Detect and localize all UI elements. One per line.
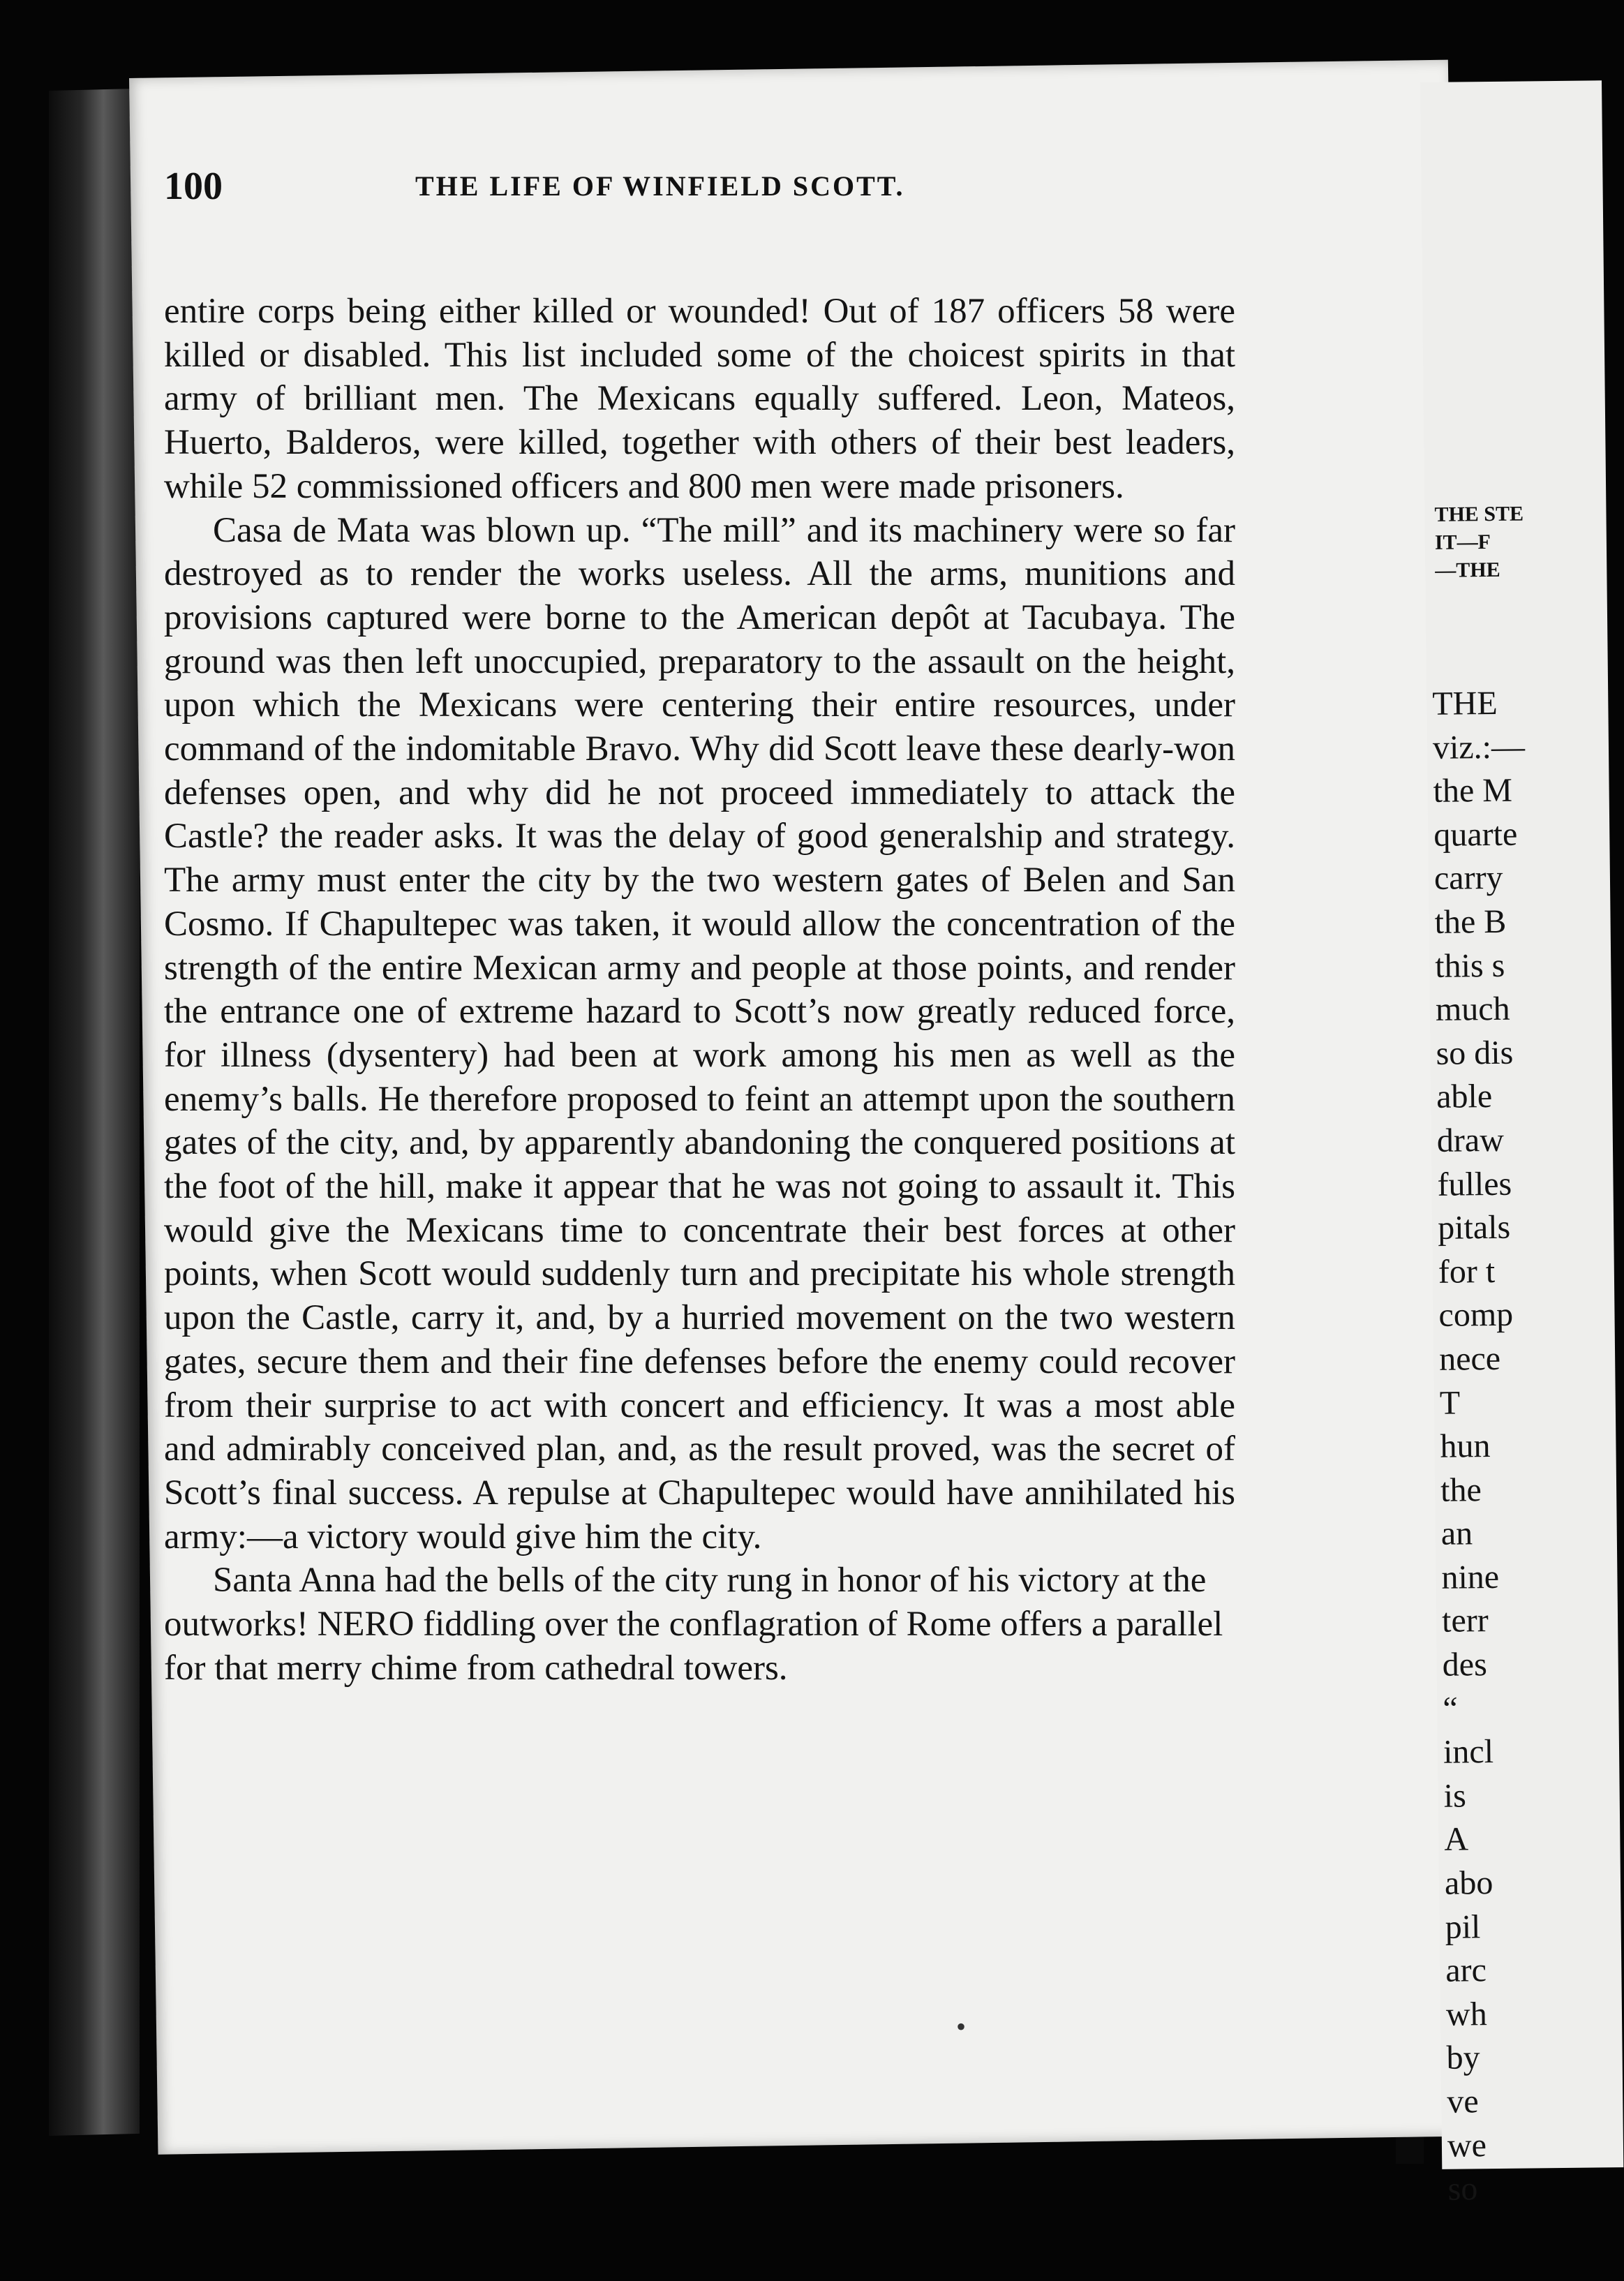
running-title: THE LIFE OF WINFIELD SCOTT. xyxy=(415,170,905,202)
facing-line: this s xyxy=(1434,946,1505,985)
facing-line: the M xyxy=(1433,771,1513,810)
facing-line: abo xyxy=(1444,1864,1493,1902)
facing-line: des xyxy=(1442,1646,1488,1684)
page-number: 100 xyxy=(164,165,223,208)
facing-line: so xyxy=(1447,2170,1478,2208)
facing-line: by xyxy=(1446,2039,1480,2077)
facing-line: viz.:— xyxy=(1432,728,1526,766)
facing-line: comp xyxy=(1438,1296,1514,1335)
facing-line: “ xyxy=(1443,1690,1458,1728)
facing-line: hun xyxy=(1440,1427,1491,1465)
facing-page-text xyxy=(1432,681,1623,2211)
body-text xyxy=(164,290,1235,1691)
facing-line: pil xyxy=(1445,1908,1481,1946)
paragraph-1: entire corps being either killed or wounded! Out of 187 officers 58 were killed or disabled. This list included some of the choicest spirits in that army of brilliant men. The Mexicans equally suffered. Leon, Mateos, Huerto, Balderos, were killed, together with others of their best leaders, while 52 commissioned officers and 800 men were made prisoners. xyxy=(164,292,1235,506)
book-spine-edge xyxy=(49,89,140,2136)
page-header xyxy=(164,157,1253,213)
facing-line: able xyxy=(1436,1078,1493,1116)
paragraph-2: Casa de Mata was blown up. “The mill” and its machinery were so far destroyed as to render the works useless. All the arms, munitions and provisions captured were borne to the American depôt at Tacubaya. The ground was then left unoccupied, preparatory to the assault on the height, upon which the Mexicans were centering their entire resources, under command of the indomitable Bravo. Why did Scott leave these dearly-won defenses open, and why did he not proceed immediately to attack the Castle? the reader asks. It was the delay of good generalship and strategy. The army must enter the city by the two western gates of Belen and San Cosmo. If Chapultepec was taken, it would allow the concentration of the strength of the entire Mexican army and people at those points, and render the entrance one of extreme hazard to Scott’s now greatly reduced force, for illness (dysentery) had been at work among his men as well as the enemy’s balls. He therefore proposed to feint an attempt upon the southern gates of the city, and, by apparently abandoning the conquered positions at the foot of the hill, make it appear that he was not going to assault it. This would give the Mexicans time to concentrate their best forces at other points, when Scott would suddenly turn and precipitate his whole strength upon the Castle, carry it, and, by a hurried movement on the two western gates, secure them and their fine defenses before the enemy could recover from their surprise to act with concert and efficiency. It was a most able and admirably conceived plan, and, as the result proved, was the secret of Scott’s final success. A repulse at Chapultepec would have annihilated his army:—a victory would give him the city. xyxy=(164,510,1235,1556)
facing-line: THE xyxy=(1432,684,1498,722)
facing-line: T xyxy=(1439,1384,1461,1422)
facing-header-line: IT—F xyxy=(1434,530,1491,554)
facing-line: nine xyxy=(1441,1558,1500,1596)
facing-line: the B xyxy=(1434,902,1507,941)
facing-page xyxy=(1420,80,1623,2208)
facing-line: draw xyxy=(1436,1121,1505,1159)
facing-header-line: —THE xyxy=(1435,558,1500,582)
facing-line: so dis xyxy=(1436,1034,1514,1072)
facing-line: much xyxy=(1435,990,1510,1028)
facing-line: pitals xyxy=(1437,1208,1511,1247)
facing-line: carry xyxy=(1433,859,1503,898)
facing-line: quarte xyxy=(1433,815,1518,854)
facing-line: an xyxy=(1440,1515,1473,1553)
paragraph-3: Santa Anna had the bells of the city rung in honor of his victory at the outworks! NERO fiddling over the conflagration of Rome offers a parallel for that merry chime from cathedral towers. xyxy=(164,1561,1223,1688)
facing-header-line: THE STE xyxy=(1434,502,1524,526)
facing-line: for t xyxy=(1438,1252,1496,1291)
facing-line: ve xyxy=(1447,2083,1479,2120)
facing-line: the xyxy=(1440,1471,1482,1509)
facing-line: wh xyxy=(1445,1995,1487,2033)
facing-line: arc xyxy=(1445,1952,1487,1989)
facing-line: we xyxy=(1447,2126,1487,2164)
facing-page-header xyxy=(1434,499,1602,585)
facing-line: nece xyxy=(1438,1339,1501,1378)
facing-line: is xyxy=(1443,1777,1467,1815)
facing-line: fulles xyxy=(1437,1165,1512,1203)
facing-line: incl xyxy=(1443,1733,1494,1771)
facing-line: terr xyxy=(1441,1602,1489,1640)
printer-mark: • xyxy=(956,2011,967,2042)
facing-line: A xyxy=(1444,1820,1469,1859)
